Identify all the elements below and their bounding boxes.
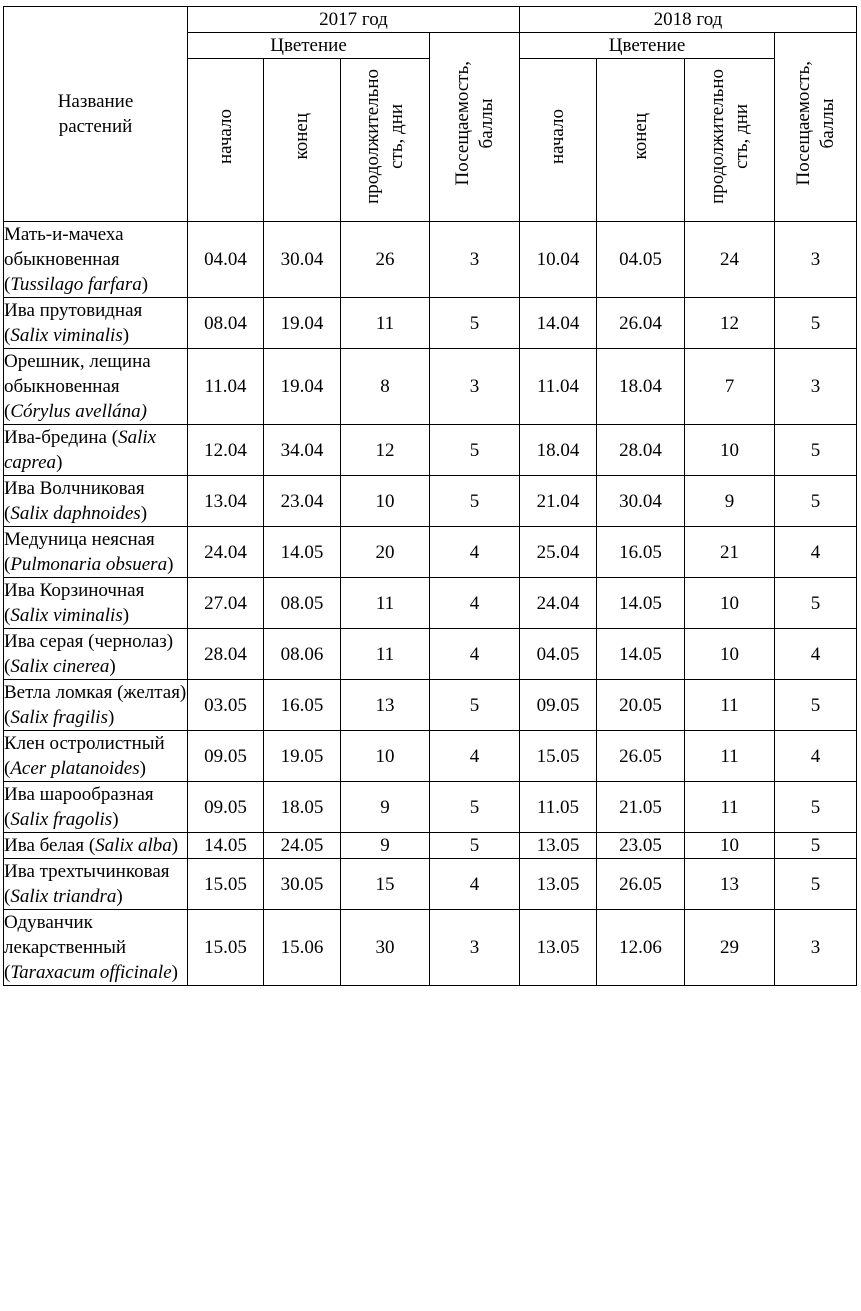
visits-2017-cell: 4 [430,629,520,680]
visits-2017-cell: 5 [430,476,520,527]
visits-2017-cell: 4 [430,578,520,629]
plant-name: Мать-и-мачеха обыкновенная (Tussilago farfara) [4,222,188,298]
start-2017-cell: 04.04 [188,222,264,298]
end-2017-cell: 18.05 [264,782,341,833]
start-2017-cell: 15.05 [188,910,264,986]
visits-2017-cell: 3 [430,349,520,425]
duration-2018-cell: 7 [685,349,775,425]
table-row [4,833,857,859]
start-2018-cell: 10.04 [520,222,597,298]
visits-2017-cell: 4 [430,731,520,782]
end-2018-cell: 26.05 [597,859,685,910]
visits-2018-cell: 4 [775,629,857,680]
start-2017-cell: 28.04 [188,629,264,680]
visits-2017-cell: 5 [430,782,520,833]
visits-2017-cell: 3 [430,910,520,986]
duration-2017-cell: 11 [341,298,430,349]
start-2018-cell: 21.04 [520,476,597,527]
end-2018-cell: 04.05 [597,222,685,298]
start-2017-cell: 08.04 [188,298,264,349]
end-2017-header: конец [264,59,341,222]
duration-2018-cell: 29 [685,910,775,986]
start-2018-cell: 13.05 [520,833,597,859]
end-2017-cell: 30.04 [264,222,341,298]
table-row [4,425,857,476]
end-2017-cell: 30.05 [264,859,341,910]
duration-2018-header: продолжительно сть, дни [685,59,775,222]
end-2018-cell: 26.04 [597,298,685,349]
duration-2017-cell: 12 [341,425,430,476]
duration-2017-cell: 11 [341,629,430,680]
start-2017-cell: 03.05 [188,680,264,731]
visits-2017-cell: 3 [430,222,520,298]
end-2017-cell: 24.05 [264,833,341,859]
visits-2018-cell: 5 [775,476,857,527]
table-row [4,527,857,578]
start-2018-cell: 11.04 [520,349,597,425]
start-2017-cell: 12.04 [188,425,264,476]
duration-2018-cell: 9 [685,476,775,527]
plant-name: Ива шарообразная (Salix fragolis) [4,782,188,833]
end-2018-cell: 30.04 [597,476,685,527]
plant-name: Ива трехтычинковая (Salix triandra) [4,859,188,910]
duration-2018-cell: 11 [685,680,775,731]
end-2017-cell: 19.04 [264,349,341,425]
table-row [4,578,857,629]
start-2018-cell: 25.04 [520,527,597,578]
visits-2018-cell: 5 [775,782,857,833]
end-2017-cell: 19.05 [264,731,341,782]
duration-2018-cell: 10 [685,425,775,476]
end-2017-cell: 08.06 [264,629,341,680]
visits-2018-cell: 5 [775,859,857,910]
duration-2017-cell: 13 [341,680,430,731]
duration-2017-cell: 10 [341,731,430,782]
start-2018-cell: 14.04 [520,298,597,349]
plant-name-header: Название растений [4,7,188,222]
duration-2017-cell: 9 [341,782,430,833]
table-row [4,910,857,986]
start-2018-cell: 13.05 [520,910,597,986]
start-2018-cell: 04.05 [520,629,597,680]
visits-2018-cell: 5 [775,425,857,476]
duration-2017-cell: 26 [341,222,430,298]
duration-2018-cell: 10 [685,629,775,680]
duration-2017-header: продолжительно сть, дни [341,59,430,222]
start-2018-cell: 24.04 [520,578,597,629]
visits-2018-cell: 5 [775,578,857,629]
end-2018-cell: 28.04 [597,425,685,476]
end-2017-cell: 08.05 [264,578,341,629]
visits-2018-cell: 3 [775,349,857,425]
visits-2017-cell: 5 [430,425,520,476]
visits-2017-header: Посещаемость, баллы [430,33,520,222]
duration-2017-cell: 11 [341,578,430,629]
plant-name: Ива-бредина (Salix caprea) [4,425,188,476]
duration-2018-cell: 24 [685,222,775,298]
duration-2017-cell: 20 [341,527,430,578]
duration-2018-cell: 21 [685,527,775,578]
end-2018-cell: 12.06 [597,910,685,986]
start-2017-cell: 11.04 [188,349,264,425]
start-2018-cell: 18.04 [520,425,597,476]
visits-2017-cell: 5 [430,833,520,859]
duration-2018-cell: 11 [685,782,775,833]
flowering-table [3,6,857,986]
plant-name: Орешник, лещина обыкновенная (Córylus avellána) [4,349,188,425]
visits-2017-cell: 4 [430,527,520,578]
start-2017-cell: 13.04 [188,476,264,527]
plant-name: Ива белая (Salix alba) [4,833,188,859]
duration-2017-cell: 8 [341,349,430,425]
duration-2018-cell: 10 [685,578,775,629]
visits-2017-cell: 5 [430,298,520,349]
visits-2018-cell: 5 [775,680,857,731]
plant-name: Одуванчик лекарственный (Taraxacum officinale) [4,910,188,986]
end-2018-cell: 18.04 [597,349,685,425]
duration-2018-cell: 10 [685,833,775,859]
end-2018-cell: 20.05 [597,680,685,731]
end-2018-cell: 26.05 [597,731,685,782]
duration-2017-cell: 30 [341,910,430,986]
visits-2018-header: Посещаемость, баллы [775,33,857,222]
duration-2018-cell: 12 [685,298,775,349]
start-2018-cell: 15.05 [520,731,597,782]
end-2017-cell: 19.04 [264,298,341,349]
duration-2018-cell: 11 [685,731,775,782]
table-row [4,349,857,425]
end-2018-header: конец [597,59,685,222]
start-2018-cell: 11.05 [520,782,597,833]
end-2017-cell: 23.04 [264,476,341,527]
year-2017-header: 2017 год [188,7,520,33]
duration-2018-cell: 13 [685,859,775,910]
table-row [4,222,857,298]
end-2018-cell: 23.05 [597,833,685,859]
end-2018-cell: 16.05 [597,527,685,578]
start-2018-header: начало [520,59,597,222]
end-2017-cell: 15.06 [264,910,341,986]
table-row [4,680,857,731]
start-2018-cell: 09.05 [520,680,597,731]
visits-2018-cell: 3 [775,222,857,298]
start-2017-cell: 27.04 [188,578,264,629]
visits-2017-cell: 4 [430,859,520,910]
end-2017-cell: 16.05 [264,680,341,731]
plant-name: Ива Волчниковая (Salix daphnoides) [4,476,188,527]
plant-name: Медуница неясная (Pulmonaria obsuera) [4,527,188,578]
table-row [4,476,857,527]
year-2018-header: 2018 год [520,7,857,33]
plant-name: Ветла ломкая (желтая) (Salix fragilis) [4,680,188,731]
flowering-2017-header: Цветение [188,33,430,59]
flowering-2018-header: Цветение [520,33,775,59]
table-row [4,629,857,680]
table-row [4,298,857,349]
duration-2017-cell: 15 [341,859,430,910]
end-2018-cell: 21.05 [597,782,685,833]
plant-name: Ива прутовидная (Salix viminalis) [4,298,188,349]
plant-name: Ива серая (чернолаз) (Salix cinerea) [4,629,188,680]
end-2017-cell: 34.04 [264,425,341,476]
duration-2017-cell: 9 [341,833,430,859]
start-2017-cell: 09.05 [188,782,264,833]
start-2017-cell: 14.05 [188,833,264,859]
duration-2017-cell: 10 [341,476,430,527]
visits-2018-cell: 5 [775,833,857,859]
start-2017-cell: 09.05 [188,731,264,782]
table-row [4,859,857,910]
start-2017-cell: 15.05 [188,859,264,910]
visits-2018-cell: 4 [775,527,857,578]
visits-2017-cell: 5 [430,680,520,731]
table-row [4,731,857,782]
end-2018-cell: 14.05 [597,629,685,680]
end-2018-cell: 14.05 [597,578,685,629]
visits-2018-cell: 4 [775,731,857,782]
start-2017-cell: 24.04 [188,527,264,578]
plant-name: Клен остролистный (Acer platanoides) [4,731,188,782]
start-2018-cell: 13.05 [520,859,597,910]
table-row [4,782,857,833]
visits-2018-cell: 3 [775,910,857,986]
end-2017-cell: 14.05 [264,527,341,578]
plant-name: Ива Корзиночная (Salix viminalis) [4,578,188,629]
visits-2018-cell: 5 [775,298,857,349]
start-2017-header: начало [188,59,264,222]
